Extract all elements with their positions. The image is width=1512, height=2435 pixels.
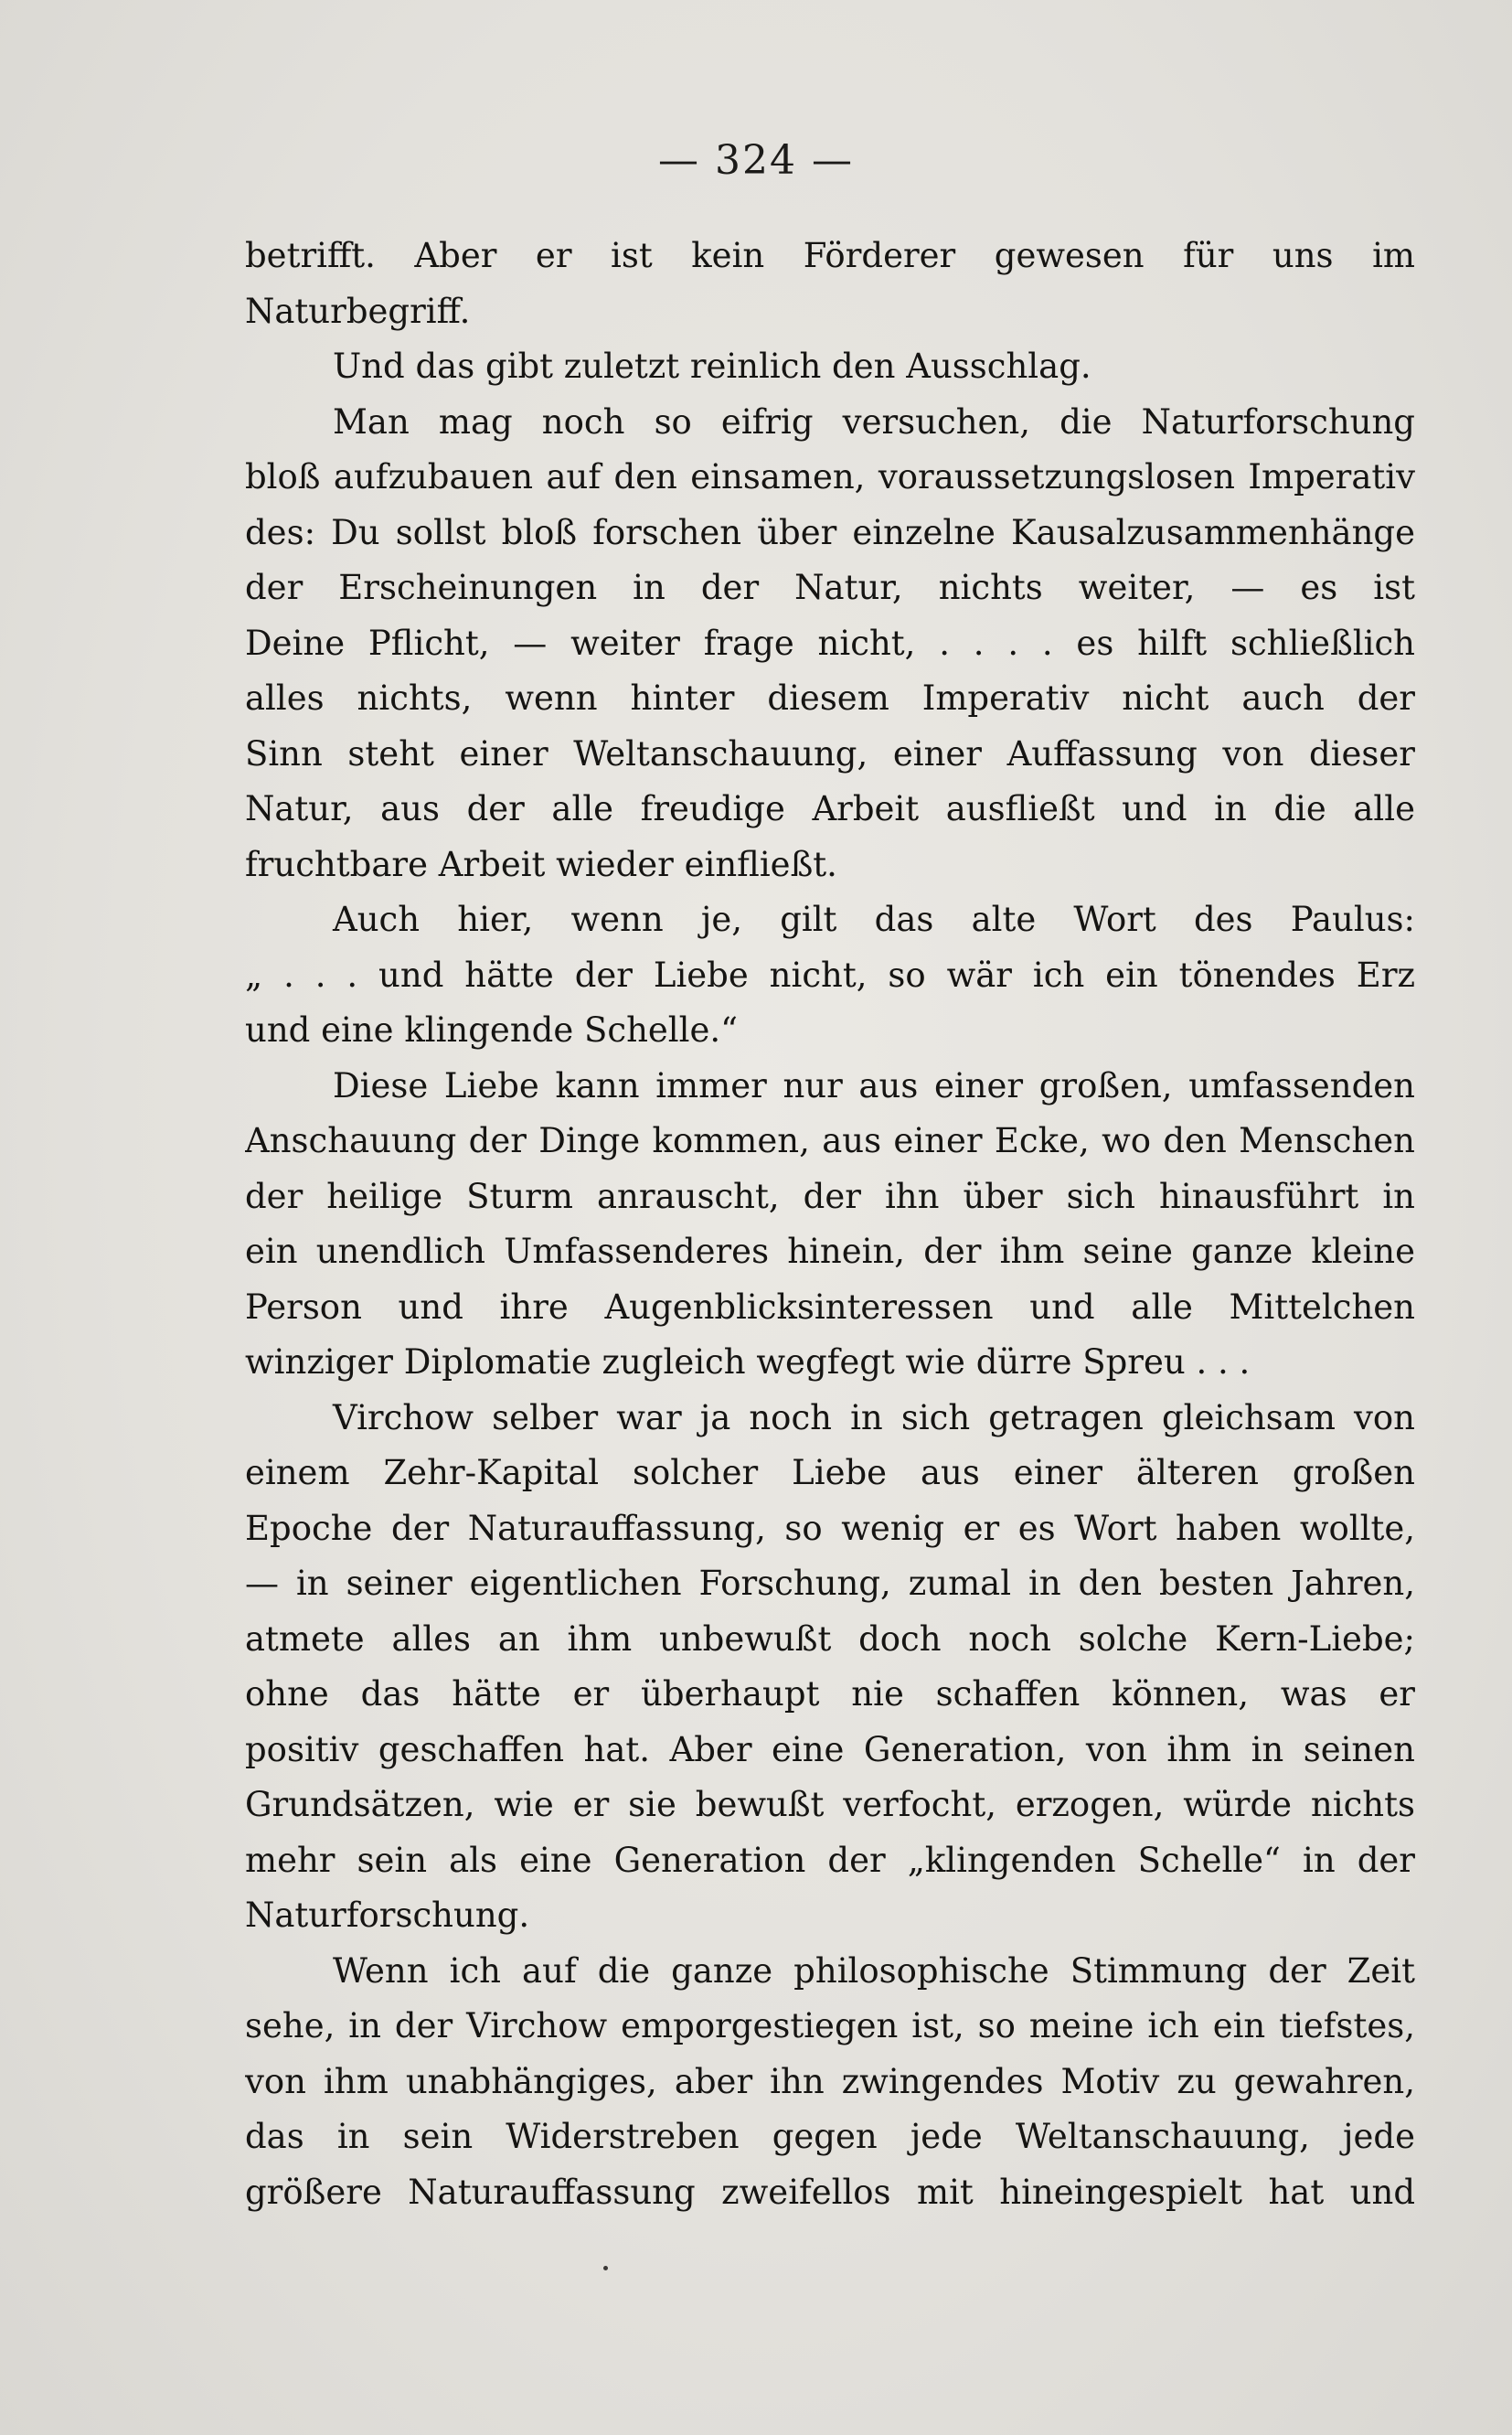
text-line: und eine klingende Schelle.“ — [245, 1010, 739, 1050]
text-line: bloß aufzubauen auf den einsamen, voraussetzungslosen Imperativ — [245, 457, 1415, 497]
text-line: Naturforschung. — [245, 1896, 530, 1935]
text-line: das in sein Widerstreben gegen jede Weltanschauung, jede — [245, 2117, 1415, 2156]
text-line: Anschauung der Dinge kommen, aus einer Ecke, wo den Menschen — [245, 1121, 1415, 1160]
text-line: Grundsätzen, wie er sie bewußt verfocht, erzogen, würde nichts — [245, 1785, 1415, 1824]
text-line: betrifft. Aber er ist kein Förderer gewesen für uns im — [245, 236, 1415, 275]
text-line: Man mag noch so eifrig versuchen, die Naturforschung — [333, 401, 1415, 442]
text-line: „ . . . und hätte der Liebe nicht, so wär ich ein tönendes Erz — [245, 955, 1415, 995]
text-line: Diese Liebe kann immer nur aus einer großen, umfassenden — [333, 1065, 1415, 1105]
text-line: fruchtbare Arbeit wieder einfließt. — [245, 844, 837, 884]
text-line: Person und ihre Augenblicksinteressen und alle Mittelchen — [245, 1287, 1415, 1327]
text-line: atmete alles an ihm unbewußt doch noch solche Kern-Liebe; — [245, 1618, 1415, 1659]
text-line: von ihm unabhängiges, aber ihn zwingendes Motiv zu gewahren, — [245, 2061, 1415, 2101]
text-line: des: Du sollst bloß forschen über einzelne Kausalzusammenhänge — [245, 512, 1415, 552]
body-text — [245, 229, 1415, 2220]
text-line: sehe, in der Virchow emporgestiegen ist, so meine ich ein tiefstes, — [245, 2006, 1415, 2045]
text-line: mehr sein als eine Generation der „klingenden Schelle“ in der — [245, 1840, 1415, 1880]
text-line: ohne das hätte er überhaupt nie schaffen können, was er — [245, 1674, 1415, 1714]
text-line: größere Naturauffassung zweifellos mit hineingespielt hat und — [245, 2172, 1415, 2212]
text-line: einem Zehr-Kapital solcher Liebe aus einer älteren großen — [245, 1453, 1415, 1492]
text-line: Auch hier, wenn je, gilt das alte Wort des Paulus: — [333, 900, 1415, 939]
text-line: Virchow selber war ja noch in sich getragen gleichsam von — [333, 1397, 1415, 1437]
paper-speck — [603, 2266, 608, 2270]
text-line: positiv geschaffen hat. Aber eine Generation, von ihm in seinen — [245, 1729, 1415, 1769]
text-line: — in seiner eigentlichen Forschung, zumal in den besten Jahren, — [245, 1564, 1415, 1603]
text-line: Naturbegriff. — [245, 291, 471, 331]
text-line: winziger Diplomatie zugleich wegfegt wie dürre Spreu . . . — [245, 1342, 1251, 1382]
text-line: der Erscheinungen in der Natur, nichts weiter, — es ist — [245, 568, 1415, 607]
text-line: Und das gibt zuletzt reinlich den Ausschlag. — [333, 347, 1091, 386]
text-line: Epoche der Naturauffassung, so wenig er es Wort haben wollte, — [245, 1508, 1415, 1548]
text-line: Wenn ich auf die ganze philosophische Stimmung der Zeit — [333, 1950, 1415, 1991]
text-line: alles nichts, wenn hinter diesem Imperativ nicht auch der — [245, 678, 1415, 718]
text-line: Deine Pflicht, — weiter frage nicht, . . . . es hilft schließlich — [245, 623, 1415, 663]
text-line: Natur, aus der alle freudige Arbeit ausfließt und in die alle — [245, 789, 1415, 828]
text-line: ein unendlich Umfassenderes hinein, der ihm seine ganze kleine — [245, 1232, 1415, 1271]
text-line: der heilige Sturm anrauscht, der ihn über sich hinausführt in — [245, 1176, 1415, 1216]
page-number: — 324 — — [658, 137, 854, 184]
text-line: Sinn steht einer Weltanschauung, einer Auffassung von dieser — [245, 733, 1415, 774]
